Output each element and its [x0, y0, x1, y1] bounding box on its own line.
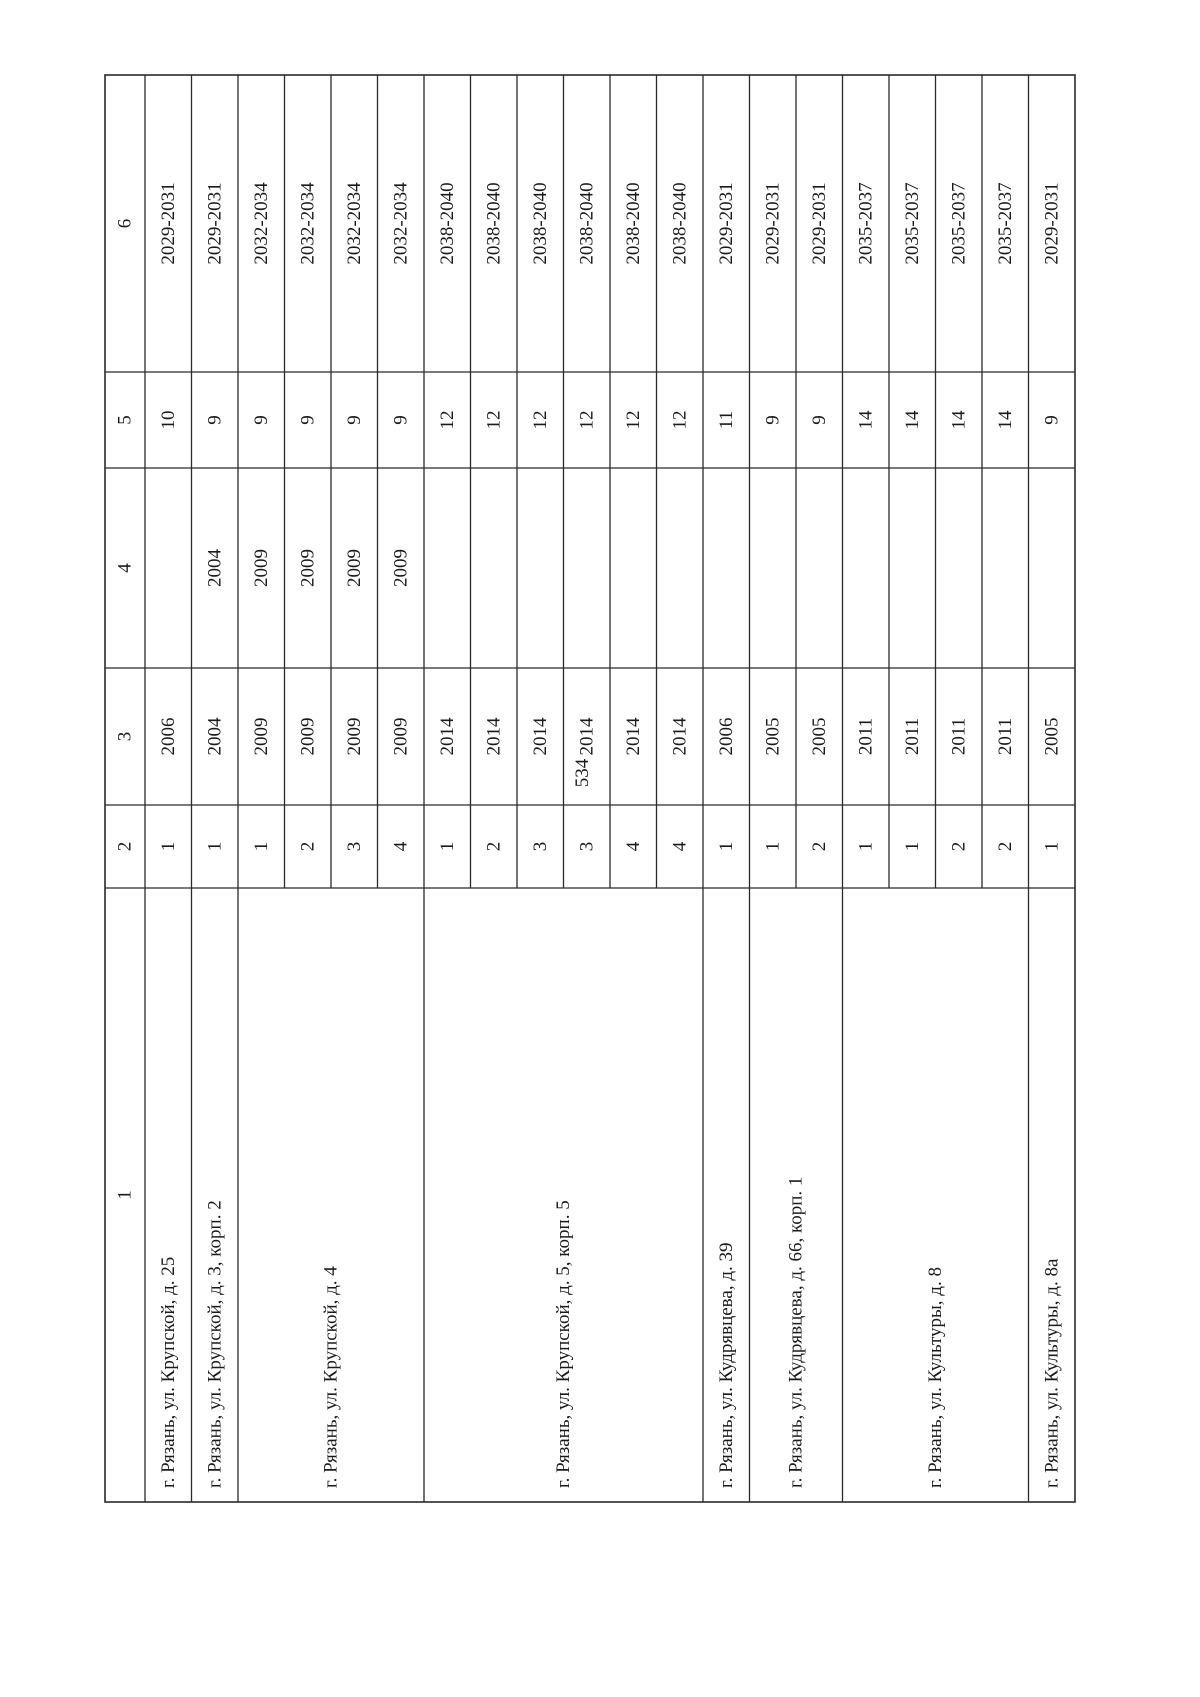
cell-col3: 2006 — [157, 717, 179, 756]
cell-col5: 12 — [622, 410, 644, 430]
cell-col6: 2038-2040 — [529, 182, 551, 265]
cell-col3: 2006 — [715, 717, 737, 756]
cell-col4: 2009 — [297, 549, 319, 587]
cell-col5: 9 — [297, 415, 319, 425]
cell-col2: 2 — [948, 841, 970, 852]
cell-col6: 2029-2031 — [1041, 182, 1063, 265]
cell-col2: 4 — [622, 841, 644, 852]
cell-col2: 1 — [204, 841, 226, 852]
cell-col6: 2029-2031 — [157, 182, 179, 265]
address-cell: г. Рязань, ул. Культуры, д. 8 — [925, 1267, 946, 1488]
cell-col6: 2035-2037 — [901, 182, 923, 265]
cell-col4: 2004 — [204, 549, 226, 587]
cell-col2: 1 — [157, 841, 179, 852]
cell-col3: 2014 — [529, 717, 551, 756]
cell-col3: 2011 — [901, 717, 923, 756]
address-cell: г. Рязань, ул. Культуры, д. 8а — [1041, 1258, 1063, 1488]
cell-col3: 2009 — [343, 717, 365, 756]
header-cell-5: 5 — [114, 415, 136, 425]
address-cell: г. Рязань, ул. Кудрявцева, д. 66, корп. 1 — [785, 1176, 807, 1488]
address-cell: г. Рязань, ул. Крупской, д. 25 — [157, 1256, 179, 1488]
cell-col5: 10 — [157, 410, 179, 430]
cell-col2: 2 — [483, 841, 505, 852]
cell-col3: 2004 — [204, 717, 226, 756]
cell-col5: 9 — [343, 415, 365, 425]
cell-col6: 2038-2040 — [576, 182, 598, 265]
cell-col3: 2009 — [390, 717, 412, 756]
header-cell-2: 2 — [114, 841, 136, 852]
cell-col2: 1 — [715, 841, 737, 852]
cell-col6: 2038-2040 — [483, 182, 505, 265]
cell-col6: 2038-2040 — [622, 182, 644, 265]
cell-col3: 2005 — [1041, 717, 1063, 756]
cell-col5: 9 — [204, 415, 226, 425]
cell-col2: 2 — [297, 841, 319, 852]
cell-col3: 2014 — [576, 717, 598, 756]
cell-col5: 9 — [762, 415, 784, 425]
header-cell-1: 1 — [114, 1190, 136, 1200]
cell-col5: 12 — [669, 410, 691, 430]
cell-col2: 2 — [808, 841, 830, 852]
cell-col3: 2009 — [250, 717, 272, 756]
cell-col2: 3 — [529, 841, 551, 852]
address-cell: г. Рязань, ул. Крупской, д. 4 — [320, 1266, 342, 1488]
header-cell-6: 6 — [114, 218, 136, 229]
cell-col6: 2035-2037 — [855, 182, 877, 265]
address-cell: г. Рязань, ул. Крупской, д. 3, корп. 2 — [204, 1200, 226, 1488]
cell-col5: 14 — [855, 410, 877, 430]
cell-col6: 2038-2040 — [669, 182, 691, 265]
cell-col3: 2005 — [808, 717, 830, 756]
cell-col5: 9 — [808, 415, 830, 425]
cell-col5: 12 — [529, 410, 551, 430]
cell-col4: 2009 — [343, 549, 365, 587]
cell-col6: 2038-2040 — [436, 182, 458, 265]
cell-col6: 2029-2031 — [715, 182, 737, 265]
cell-col2: 2 — [994, 841, 1016, 852]
cell-col3: 2005 — [762, 717, 784, 756]
cell-col5: 9 — [1041, 415, 1063, 425]
cell-col5: 12 — [436, 410, 458, 430]
cell-col6: 2032-2034 — [390, 182, 412, 265]
cell-col5: 14 — [948, 410, 970, 430]
cell-col6: 2029-2031 — [762, 182, 784, 265]
cell-col5: 11 — [715, 410, 737, 430]
cell-col6: 2029-2031 — [204, 182, 226, 265]
cell-col6: 2032-2034 — [343, 182, 365, 265]
cell-col3: 2014 — [436, 717, 458, 756]
cell-col6: 2035-2037 — [994, 182, 1016, 265]
cell-col5: 14 — [994, 410, 1016, 430]
cell-col3: 2014 — [669, 717, 691, 756]
cell-col2: 1 — [250, 841, 272, 852]
cell-col2: 3 — [576, 841, 598, 852]
cell-col4: 2009 — [250, 549, 272, 587]
cell-col6: 2032-2034 — [297, 182, 319, 265]
cell-col3: 2014 — [622, 717, 644, 756]
cell-col3: 2011 — [855, 717, 877, 756]
cell-col2: 3 — [343, 841, 365, 852]
cell-col5: 12 — [576, 410, 598, 430]
cell-col3: 2014 — [483, 717, 505, 756]
cell-col2: 4 — [390, 841, 412, 852]
header-cell-3: 3 — [114, 731, 136, 742]
cell-col6: 2035-2037 — [948, 182, 970, 265]
cell-col2: 1 — [436, 841, 458, 852]
cell-col5: 9 — [250, 415, 272, 425]
cell-col5: 12 — [483, 410, 505, 430]
header-cell-4: 4 — [114, 563, 136, 573]
cell-col3: 2011 — [994, 717, 1016, 756]
cell-col2: 1 — [1041, 841, 1063, 852]
cell-col2: 1 — [762, 841, 784, 852]
cell-col2: 1 — [901, 841, 923, 852]
cell-col2: 4 — [669, 841, 691, 852]
cell-col6: 2032-2034 — [250, 182, 272, 265]
cell-col5: 14 — [901, 410, 923, 430]
cell-col4: 2009 — [390, 549, 412, 587]
cell-col3: 2011 — [948, 717, 970, 756]
cell-col3: 2009 — [297, 717, 319, 756]
cell-col5: 9 — [390, 415, 412, 425]
address-cell: г. Рязань, ул. Крупской, д. 5, корп. 5 — [553, 1200, 574, 1488]
address-cell: г. Рязань, ул. Кудрявцева, д. 39 — [715, 1242, 737, 1488]
cell-col2: 1 — [855, 841, 877, 852]
page-number: 534 — [572, 758, 593, 788]
cell-col6: 2029-2031 — [808, 182, 830, 265]
